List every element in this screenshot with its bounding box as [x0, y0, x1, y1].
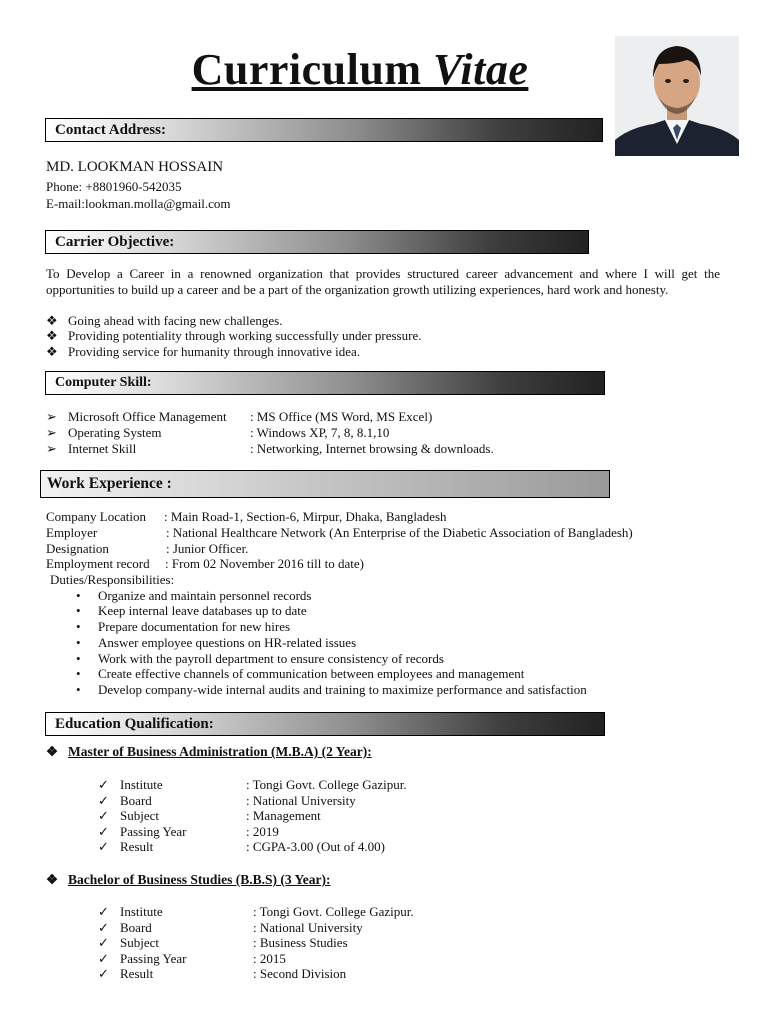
work-label: Company Location: [46, 509, 147, 524]
duty-item: • Work with the payroll department to ensure consistency of records: [76, 651, 444, 666]
page-title: [0, 44, 720, 95]
check-icon: ✓: [98, 824, 109, 839]
objective-point: ❖ Providing potentiality through working successfully under pressure.: [46, 328, 422, 343]
degree-value: : National University: [253, 920, 363, 935]
skill-row: ➢ Internet Skill: [46, 441, 137, 456]
work-value: : National Healthcare Network (An Enterprise of the Diabetic Association of Bangladesh): [166, 525, 633, 540]
degree-row: ✓ Institute: [98, 777, 163, 792]
check-icon: ✓: [98, 904, 109, 919]
degree-value: : 2019: [246, 824, 279, 839]
degree-row: ✓ Institute: [98, 904, 163, 919]
degree-value: : Management: [246, 808, 321, 823]
duties-label: Duties/Responsibilities:: [50, 572, 175, 587]
skill-row: ➢ Microsoft Office Management: [46, 409, 227, 424]
skill-value: : Networking, Internet browsing & downloads.: [250, 441, 494, 456]
dot-bullet-icon: •: [76, 635, 81, 650]
duty-item: • Keep internal leave databases up to date: [76, 603, 307, 618]
degree-value: : Tongi Govt. College Gazipur.: [253, 904, 414, 919]
skill-value: : MS Office (MS Word, MS Excel): [250, 409, 433, 424]
check-icon: ✓: [98, 808, 109, 823]
degree-value: : 2015: [253, 951, 286, 966]
degree-row: ✓ Subject: [98, 935, 159, 950]
degree-row: ✓ Result: [98, 966, 154, 981]
degree-title: ❖ Bachelor of Business Studies (B.B.S) (3 Year):: [46, 872, 331, 887]
work-value: : Junior Officer.: [166, 541, 249, 556]
phone-text: Phone: +8801960-542035: [46, 179, 182, 194]
arrow-bullet-icon: ➢: [46, 441, 57, 456]
applicant-name: MD. LOOKMAN HOSSAIN: [46, 159, 224, 175]
person-portrait-icon: [615, 36, 739, 156]
check-icon: ✓: [98, 951, 109, 966]
check-icon: ✓: [98, 839, 109, 854]
section-header-work-experience: Work Experience :: [40, 470, 610, 498]
check-icon: ✓: [98, 793, 109, 808]
duty-item: • Prepare documentation for new hires: [76, 619, 291, 634]
degree-value: : National University: [246, 793, 356, 808]
title-main: Curriculum: [191, 45, 422, 94]
objective-point: ❖ Providing service for humanity through innovative idea.: [46, 344, 361, 359]
objective-point: ❖ Going ahead with facing new challenges.: [46, 313, 283, 328]
degree-value: : Tongi Govt. College Gazipur.: [246, 777, 407, 792]
degree-row: ✓ Result: [98, 839, 154, 854]
degree-row: ✓ Passing Year: [98, 951, 187, 966]
degree-row: ✓ Passing Year: [98, 824, 187, 839]
work-label: Employment record: [46, 556, 150, 571]
section-header-objective: Carrier Objective:: [45, 230, 589, 254]
diamond-bullet-icon: ❖: [46, 328, 58, 343]
duty-item: • Answer employee questions on HR-related issues: [76, 635, 357, 650]
skill-row: ➢ Operating System: [46, 425, 162, 440]
check-icon: ✓: [98, 935, 109, 950]
work-value: : From 02 November 2016 till to date): [165, 556, 364, 571]
duty-item: • Organize and maintain personnel records: [76, 588, 312, 603]
degree-value: : Second Division: [253, 966, 347, 981]
check-icon: ✓: [98, 777, 109, 792]
work-label: Employer: [46, 525, 98, 540]
duty-item: • Create effective channels of communication between employees and management: [76, 666, 525, 681]
profile-photo: [615, 36, 739, 156]
check-icon: ✓: [98, 920, 109, 935]
diamond-bullet-icon: ❖: [46, 872, 59, 887]
degree-row: ✓ Board: [98, 920, 152, 935]
dot-bullet-icon: •: [76, 666, 81, 681]
dot-bullet-icon: •: [76, 682, 81, 697]
degree-value: : Business Studies: [253, 935, 348, 950]
check-icon: ✓: [98, 966, 109, 981]
section-header-education: Education Qualification:: [45, 712, 605, 736]
section-header-contact: Contact Address:: [45, 118, 603, 142]
section-header-computer-skill: Computer Skill:: [45, 371, 605, 395]
dot-bullet-icon: •: [76, 603, 81, 618]
duty-item: • Develop company-wide internal audits and training to maximize performance and satisfaction: [76, 682, 587, 697]
objective-paragraph: To Develop a Career in a renowned organization that provides structured career advancement and where I will get the opportunities to build up a career and be a part of the organization growth utilizing experiences, hard work and honesty.: [46, 266, 720, 297]
degree-value: : CGPA-3.00 (Out of 4.00): [246, 839, 385, 854]
arrow-bullet-icon: ➢: [46, 425, 57, 440]
title-italic: Vitae: [432, 45, 529, 94]
diamond-bullet-icon: ❖: [46, 344, 58, 359]
skill-value: : Windows XP, 7, 8, 8.1,10: [250, 425, 390, 440]
dot-bullet-icon: •: [76, 651, 81, 666]
work-label: Designation: [46, 541, 109, 556]
dot-bullet-icon: •: [76, 619, 81, 634]
degree-title: ❖ Master of Business Administration (M.B.A) (2 Year):: [46, 744, 372, 759]
degree-row: ✓ Subject: [98, 808, 159, 823]
dot-bullet-icon: •: [76, 588, 81, 603]
email-text: E-mail:lookman.molla@gmail.com: [46, 196, 231, 211]
degree-row: ✓ Board: [98, 793, 152, 808]
diamond-bullet-icon: ❖: [46, 313, 58, 328]
diamond-bullet-icon: ❖: [46, 744, 59, 759]
arrow-bullet-icon: ➢: [46, 409, 57, 424]
work-value: : Main Road-1, Section-6, Mirpur, Dhaka, Bangladesh: [164, 509, 447, 524]
